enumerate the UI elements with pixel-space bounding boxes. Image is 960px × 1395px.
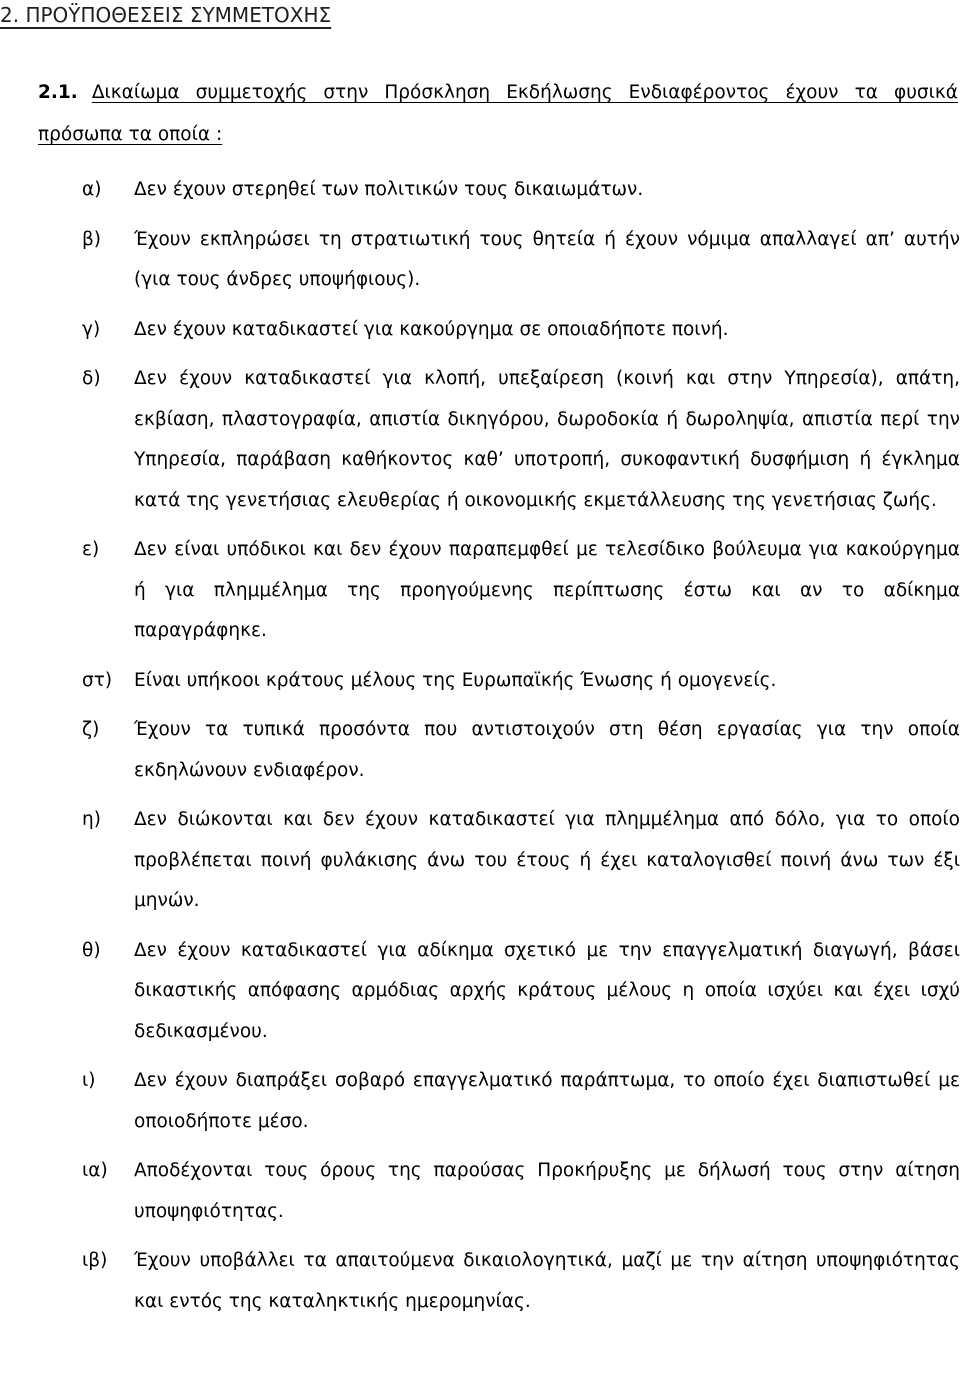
list-item-text: Είναι υπήκοοι κράτους μέλους της Ευρωπαϊκής Ένωσης ή ομογενείς. — [134, 669, 777, 691]
list-item-label: ιβ) — [82, 1250, 108, 1271]
list-item-label: ια) — [82, 1160, 108, 1181]
list-item-label: α) — [82, 179, 102, 200]
list-item — [82, 1151, 960, 1232]
list-item — [82, 310, 960, 351]
subsection-number: 2.1. — [38, 82, 78, 103]
list-item-label: β) — [82, 228, 102, 250]
list-item-text: Δεν έχουν διαπράξει σοβαρό επαγγελματικό παράπτωμα, το οποίο έχει διαπιστωθεί με οποιοδήποτε μέσο. — [134, 1070, 960, 1132]
list-item-label: ζ) — [82, 719, 100, 740]
list-item — [82, 800, 960, 922]
list-item — [82, 220, 960, 301]
list-item-text: Έχουν εκπληρώσει τη στρατιωτική τους θητεία ή έχουν νόμιμα απαλλαγεί απ’ αυτήν (για τους άνδρες υποψήφιους). — [134, 228, 960, 290]
list-item — [82, 931, 960, 1053]
list-item-text: Δεν έχουν καταδικαστεί για κλοπή, υπεξαίρεση (κοινή και στην Υπηρεσία), απάτη, εκβίαση, πλαστογραφία, απιστία δικηγόρου, δωροδοκία ή δωροληψία, απιστία περί την Υπηρεσία, παράβαση καθήκοντος καθ’ υποτροπή, συκοφαντική δυσφήμιση ή έγκλημα κατά της γενετήσιας ελευθερίας ή οικονομικής εκμετάλλευσης της γενετήσιας ζωής. — [134, 368, 960, 511]
list-item-text: Δεν έχουν καταδικαστεί για αδίκημα σχετικό με την επαγγελματική διαγωγή, βάσει δικαστικής απόφασης αρμόδιας αρχής κράτους μέλους η οποία ισχύει και έχει ισχύ δεδικασμένου. — [134, 939, 960, 1042]
list-item-label: γ) — [82, 318, 101, 340]
list-item — [82, 661, 960, 702]
list-item-label: στ) — [82, 669, 113, 691]
list-item-text: Δεν έχουν στερηθεί των πολιτικών τους δικαιωμάτων. — [134, 179, 644, 200]
list-item-label: η) — [82, 809, 101, 830]
requirements-list — [82, 170, 960, 1331]
list-item-text: Έχουν τα τυπικά προσόντα που αντιστοιχούν στη θέση εργασίας για την οποία εκδηλώνουν ενδιαφέρον. — [134, 719, 960, 781]
list-item — [82, 170, 960, 211]
list-item-text: Δεν είναι υπόδικοι και δεν έχουν παραπεμφθεί με τελεσίδικο βούλευμα για κακούργημα ή για πλημμέλημα της προηγούμενης περίπτωσης έστω και αν το αδίκημα παραγράφηκε. — [134, 539, 960, 641]
subsection-paragraph — [38, 72, 958, 156]
list-item — [82, 710, 960, 791]
list-item-text: Έχουν υποβάλλει τα απαιτούμενα δικαιολογητικά, μαζί με την αίτηση υποψηφιότητας και εντός της καταληκτικής ημερομηνίας. — [134, 1250, 960, 1312]
list-item-label: ε) — [82, 539, 100, 560]
list-item — [82, 1241, 960, 1322]
list-item — [82, 359, 960, 521]
list-item — [82, 530, 960, 652]
list-item-label: θ) — [82, 939, 101, 961]
list-item-text: Δεν έχουν καταδικαστεί για κακούργημα σε οποιαδήποτε ποινή. — [134, 318, 729, 340]
list-item-text: Δεν διώκονται και δεν έχουν καταδικαστεί για πλημμέλημα από δόλο, για το οποίο προβλέπεται ποινή φυλάκισης άνω του έτους ή έχει καταλογισθεί ποινή άνω των έξι μηνών. — [134, 809, 960, 911]
subsection-text: Δικαίωμα συμμετοχής στην Πρόσκληση Εκδήλωσης Ενδιαφέροντος έχουν τα φυσικά πρόσωπα τα οποία : — [38, 82, 958, 145]
list-item-label: δ) — [82, 368, 101, 389]
section-heading: 2. ΠΡΟΫΠΟΘΕΣΕΙΣ ΣΥΜΜΕΤΟΧΗΣ — [0, 3, 332, 27]
list-item — [82, 1061, 960, 1142]
list-item-label: ι) — [82, 1070, 96, 1091]
list-item-text: Αποδέχονται τους όρους της παρούσας Προκήρυξης με δήλωσή τους στην αίτηση υποψηφιότητας. — [134, 1160, 960, 1222]
